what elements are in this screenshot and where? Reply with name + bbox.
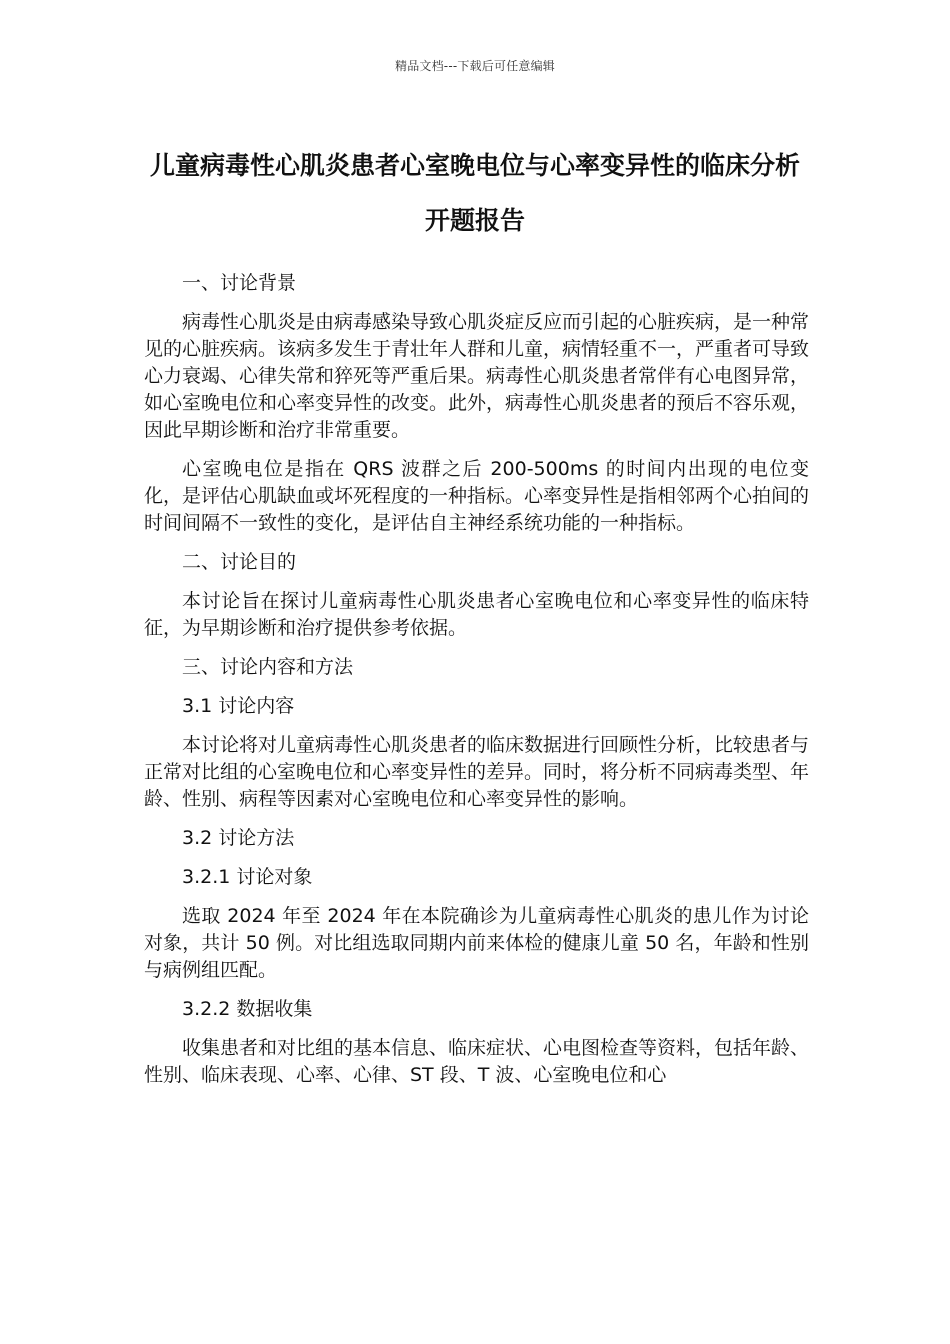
paragraph-purpose: 本讨论旨在探讨儿童病毒性心肌炎患者心室晚电位和心率变异性的临床特征，为早期诊断和治疗提供参考依据。 bbox=[144, 590, 809, 639]
header-note: 精品文档---下载后可任意编辑 bbox=[395, 59, 555, 73]
document-title: 儿童病毒性心肌炎患者心室晚电位与心率变异性的临床分析开题报告 bbox=[149, 151, 800, 235]
paragraph-background-1: 病毒性心肌炎是由病毒感染导致心肌炎症反应而引起的心脏疾病，是一种常见的心脏疾病。该病多发生于青壮年人群和儿童，病情轻重不一，严重者可导致心力衰竭、心律失常和猝死等严重后果。病毒性心肌炎患者常伴有心电图异常，如心室晚电位和心率变异性的改变。此外，病毒性心肌炎患者的预后不容乐观，因此早期诊断和治疗非常重要。 bbox=[144, 311, 810, 441]
subsection-heading-3-2-1: 3.2.1 讨论对象 bbox=[182, 866, 313, 888]
document-body bbox=[144, 270, 809, 1101]
subsection-heading-3-2: 3.2 讨论方法 bbox=[182, 827, 295, 849]
paragraph-content: 本讨论将对儿童病毒性心肌炎患者的临床数据进行回顾性分析，比较患者与正常对比组的心室晚电位和心率变异性的差异。同时，将分析不同病毒类型、年龄、性别、病程等因素对心室晚电位和心率变异性的影响。 bbox=[144, 734, 810, 810]
subsection-heading-3-1: 3.1 讨论内容 bbox=[182, 695, 295, 717]
paragraph-subjects: 选取 2024 年至 2024 年在本院确诊为儿童病毒性心肌炎的患儿作为讨论对象，共计 50 例。对比组选取同期内前来体检的健康儿童 50 名，年龄和性别与病例组匹配。 bbox=[144, 905, 809, 981]
section-heading-content-methods: 三、讨论内容和方法 bbox=[182, 656, 354, 678]
section-heading-background: 一、讨论背景 bbox=[182, 272, 297, 294]
subsection-heading-3-2-2: 3.2.2 数据收集 bbox=[182, 998, 313, 1020]
paragraph-background-2: 心室晚电位是指在 QRS 波群之后 200-500ms 的时间内出现的电位变化，是评估心肌缺血或坏死程度的一种指标。心率变异性是指相邻两个心拍间的时间间隔不一致性的变化，是评估自主神经系统功能的一种指标。 bbox=[144, 458, 810, 534]
paragraph-data-collection: 收集患者和对比组的基本信息、临床症状、心电图检查等资料，包括年龄、性别、临床表现、心率、心律、ST 段、T 波、心室晚电位和心 bbox=[144, 1037, 810, 1086]
section-heading-purpose: 二、讨论目的 bbox=[182, 551, 297, 573]
